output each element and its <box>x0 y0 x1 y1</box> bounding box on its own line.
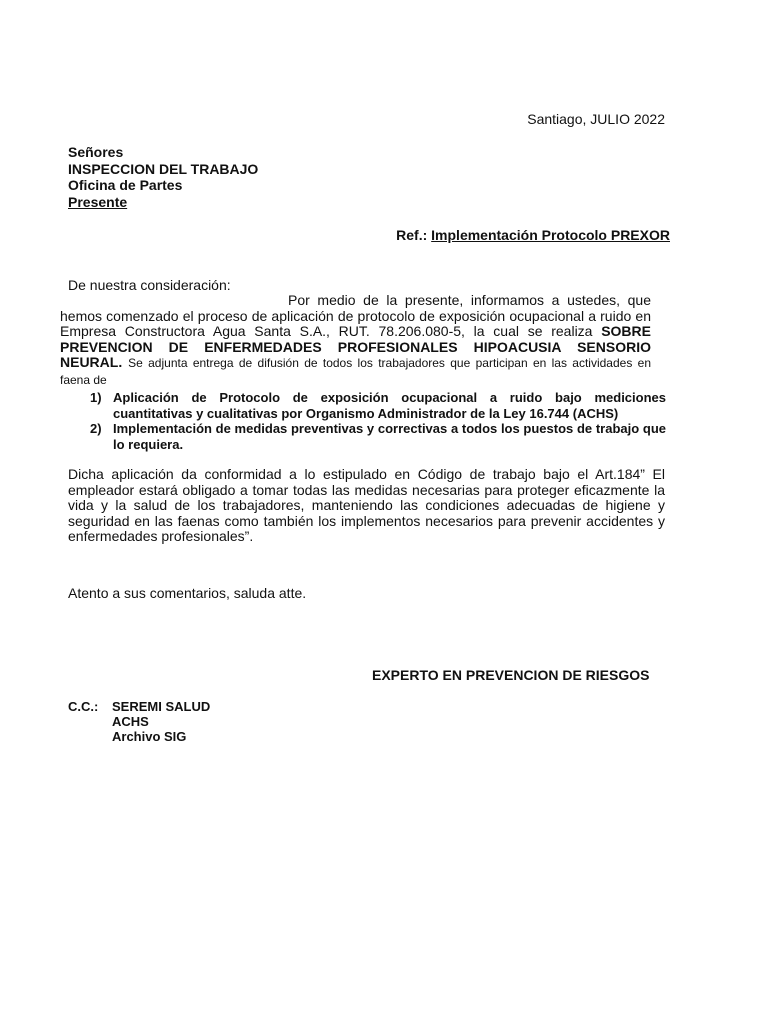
carbon-copy-block <box>68 699 210 744</box>
recipient-salutation: Señores <box>68 144 124 160</box>
recipient-office: Oficina de Partes <box>68 177 183 193</box>
signature-title: EXPERTO EN PREVENCION DE RIESGOS <box>372 667 650 683</box>
body-paragraph-1 <box>60 293 651 389</box>
cc-recipient: Archivo SIG <box>112 729 187 744</box>
cc-recipient: ACHS <box>112 714 149 729</box>
greeting: De nuestra consideración: <box>68 277 231 293</box>
cc-list <box>112 699 210 744</box>
cc-label: C.C.: <box>68 699 99 714</box>
list-item <box>90 421 666 452</box>
reference-subject: Implementación Protocolo PREXOR <box>431 227 670 243</box>
paragraph-1-text: Por medio de la presente, informamos a ustedes, que hemos comenzado el proceso de aplicación de protocolo de exposición ocupacional a ruido en Empresa Constructora Agua Santa S.A., RUT. 78.206.080-5, la cual se realiza <box>60 292 651 340</box>
recipient-presente: Presente <box>68 193 128 210</box>
paragraph-1-bold: SOBRE PREVENCION DE ENFERMEDADES PROFESIONALES HIPOACUSIA SENSORIO NEURAL. <box>60 323 651 371</box>
reference-line <box>300 227 670 243</box>
body-paragraph-2: Dicha aplicación da conformidad a lo estipulado en Código de trabajo bajo el Art.184” El empleador estará obligado a tomar todas las medidas necesarias para proteger eficazmente la vida y la salud de los trabajadores, manteniendo las condiciones adecuadas de higiene y seguridad en las faenas como también los implementos necesarios para prevenir accidentes y enfermedades profesionales”. <box>68 466 665 545</box>
cc-recipient: SEREMI SALUD <box>112 699 211 714</box>
closing-line: Atento a sus comentarios, saluda atte. <box>68 585 307 601</box>
list-item-text: Aplicación de Protocolo de exposición ocupacional a ruido bajo mediciones cuantitativas y cualitativas por Organismo Administrador de la Ley 16.744 (ACHS) <box>113 390 666 421</box>
reference-label: Ref.: <box>396 227 428 243</box>
recipient-block <box>68 144 258 210</box>
list-item <box>90 390 666 421</box>
letter-date: Santiago, JULIO 2022 <box>527 111 665 127</box>
list-item-text: Implementación de medidas preventivas y correctivas a todos los puestos de trabajo que lo requiera. <box>113 421 666 452</box>
recipient-organization: INSPECCION DEL TRABAJO <box>68 160 259 177</box>
list-item-number: 2) <box>90 421 102 436</box>
list-item-number: 1) <box>90 390 102 405</box>
paragraph-1-small: Se adjunta entrega de difusión de todos los trabajadores que participan en las actividades en faena de <box>60 356 651 387</box>
numbered-list <box>90 390 666 452</box>
